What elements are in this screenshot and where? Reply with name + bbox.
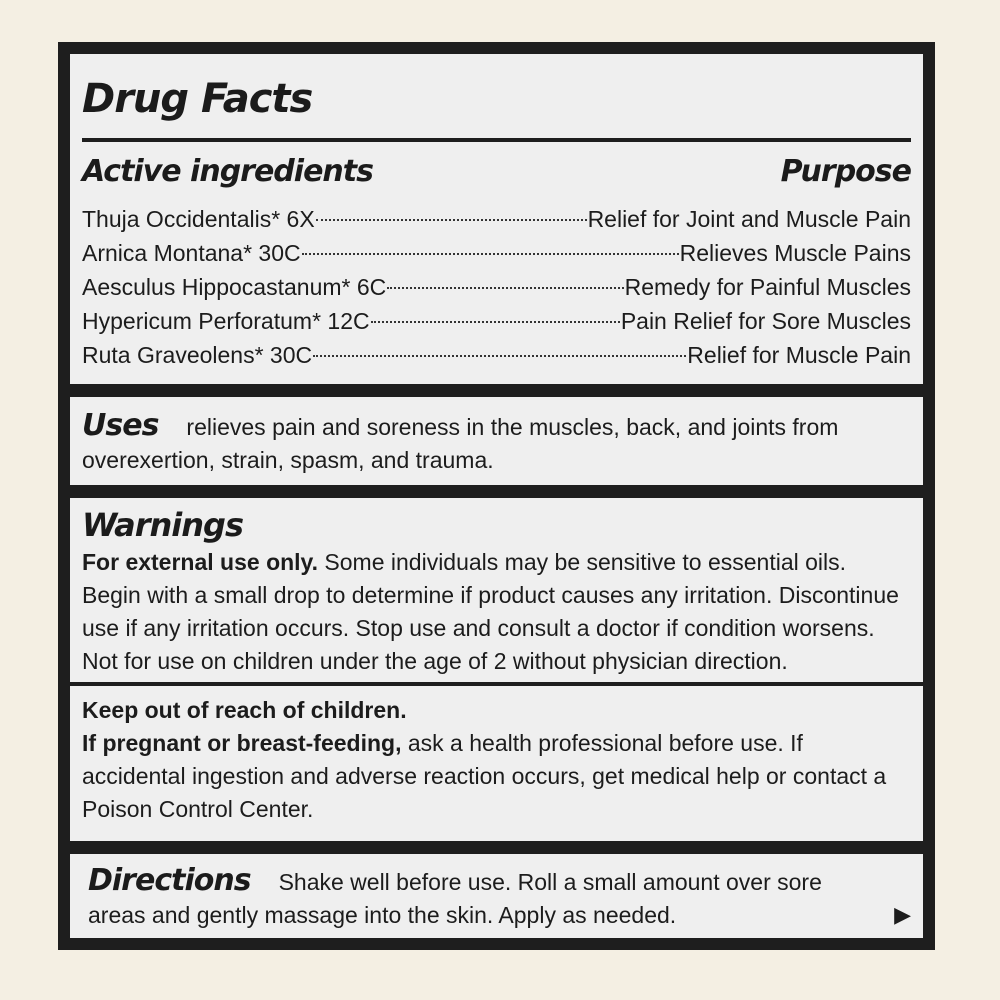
dot-leader bbox=[316, 219, 587, 221]
ingredient-purpose: Relieves Muscle Pains bbox=[679, 240, 911, 266]
purpose-heading: Purpose bbox=[780, 154, 911, 189]
warnings-text bbox=[82, 546, 911, 678]
dot-leader bbox=[387, 287, 623, 289]
uses-heading: Uses bbox=[82, 408, 159, 443]
ingredient-row bbox=[82, 202, 911, 236]
ingredients-list bbox=[82, 202, 911, 372]
warnings-divider bbox=[70, 682, 923, 686]
ingredient-row bbox=[82, 270, 911, 304]
ingredient-row bbox=[82, 304, 911, 338]
drug-facts-label bbox=[58, 42, 935, 950]
ingredient-purpose: Remedy for Painful Muscles bbox=[624, 274, 911, 300]
ingredient-name: Ruta Graveolens* 30C bbox=[82, 342, 313, 368]
pregnant-lead: If pregnant or breast-feeding, bbox=[82, 730, 402, 756]
ingredient-name: Hypericum Perforatum* 12C bbox=[82, 308, 370, 334]
uses-section bbox=[82, 409, 911, 477]
ingredient-name: Aesculus Hippocastanum* 6C bbox=[82, 274, 387, 300]
pregnant-text: ask a health professional before use. If accidental ingestion and adverse reaction occurs, get medical help or contact a Poison Control Center. bbox=[82, 730, 887, 822]
keep-out-text: Keep out of reach of children. bbox=[82, 697, 407, 723]
directions-section bbox=[88, 864, 883, 932]
uses-panel bbox=[70, 397, 923, 485]
title-divider bbox=[82, 138, 911, 142]
active-ingredients-heading: Active ingredients bbox=[82, 154, 373, 189]
warnings-panel bbox=[70, 498, 923, 841]
continue-arrow-icon: ▶ bbox=[894, 902, 911, 927]
ingredient-row bbox=[82, 338, 911, 372]
ingredient-purpose: Pain Relief for Sore Muscles bbox=[620, 308, 911, 334]
directions-text: Shake well before use. Roll a small amount over sore areas and gently massage into the skin. Apply as needed. bbox=[88, 869, 822, 928]
drug-facts-title: Drug Facts bbox=[82, 76, 313, 122]
warnings-heading: Warnings bbox=[82, 506, 243, 544]
ingredient-name: Arnica Montana* 30C bbox=[82, 240, 301, 266]
external-use-lead: For external use only. bbox=[82, 549, 319, 575]
keep-out-section bbox=[82, 694, 911, 826]
active-ingredients-panel bbox=[70, 54, 923, 384]
directions-panel bbox=[70, 854, 923, 938]
warnings-body: Some individuals may be sensitive to essential oils. Begin with a small drop to determine if product causes any irritation. Discontinue use if any irritation occurs. Stop use and consult a doctor if condition worsens. Not for use on children under the age of 2 without physician direction. bbox=[82, 549, 899, 674]
uses-text: relieves pain and soreness in the muscles, back, and joints from overexertion, strain, spasm, and trauma. bbox=[82, 414, 839, 473]
dot-leader bbox=[371, 321, 620, 323]
directions-heading: Directions bbox=[88, 863, 251, 898]
dot-leader bbox=[313, 355, 686, 357]
ingredient-purpose: Relief for Muscle Pain bbox=[687, 342, 911, 368]
dot-leader bbox=[302, 253, 679, 255]
ingredient-purpose: Relief for Joint and Muscle Pain bbox=[587, 206, 911, 232]
ingredient-row bbox=[82, 236, 911, 270]
ingredient-name: Thuja Occidentalis* 6X bbox=[82, 206, 315, 232]
